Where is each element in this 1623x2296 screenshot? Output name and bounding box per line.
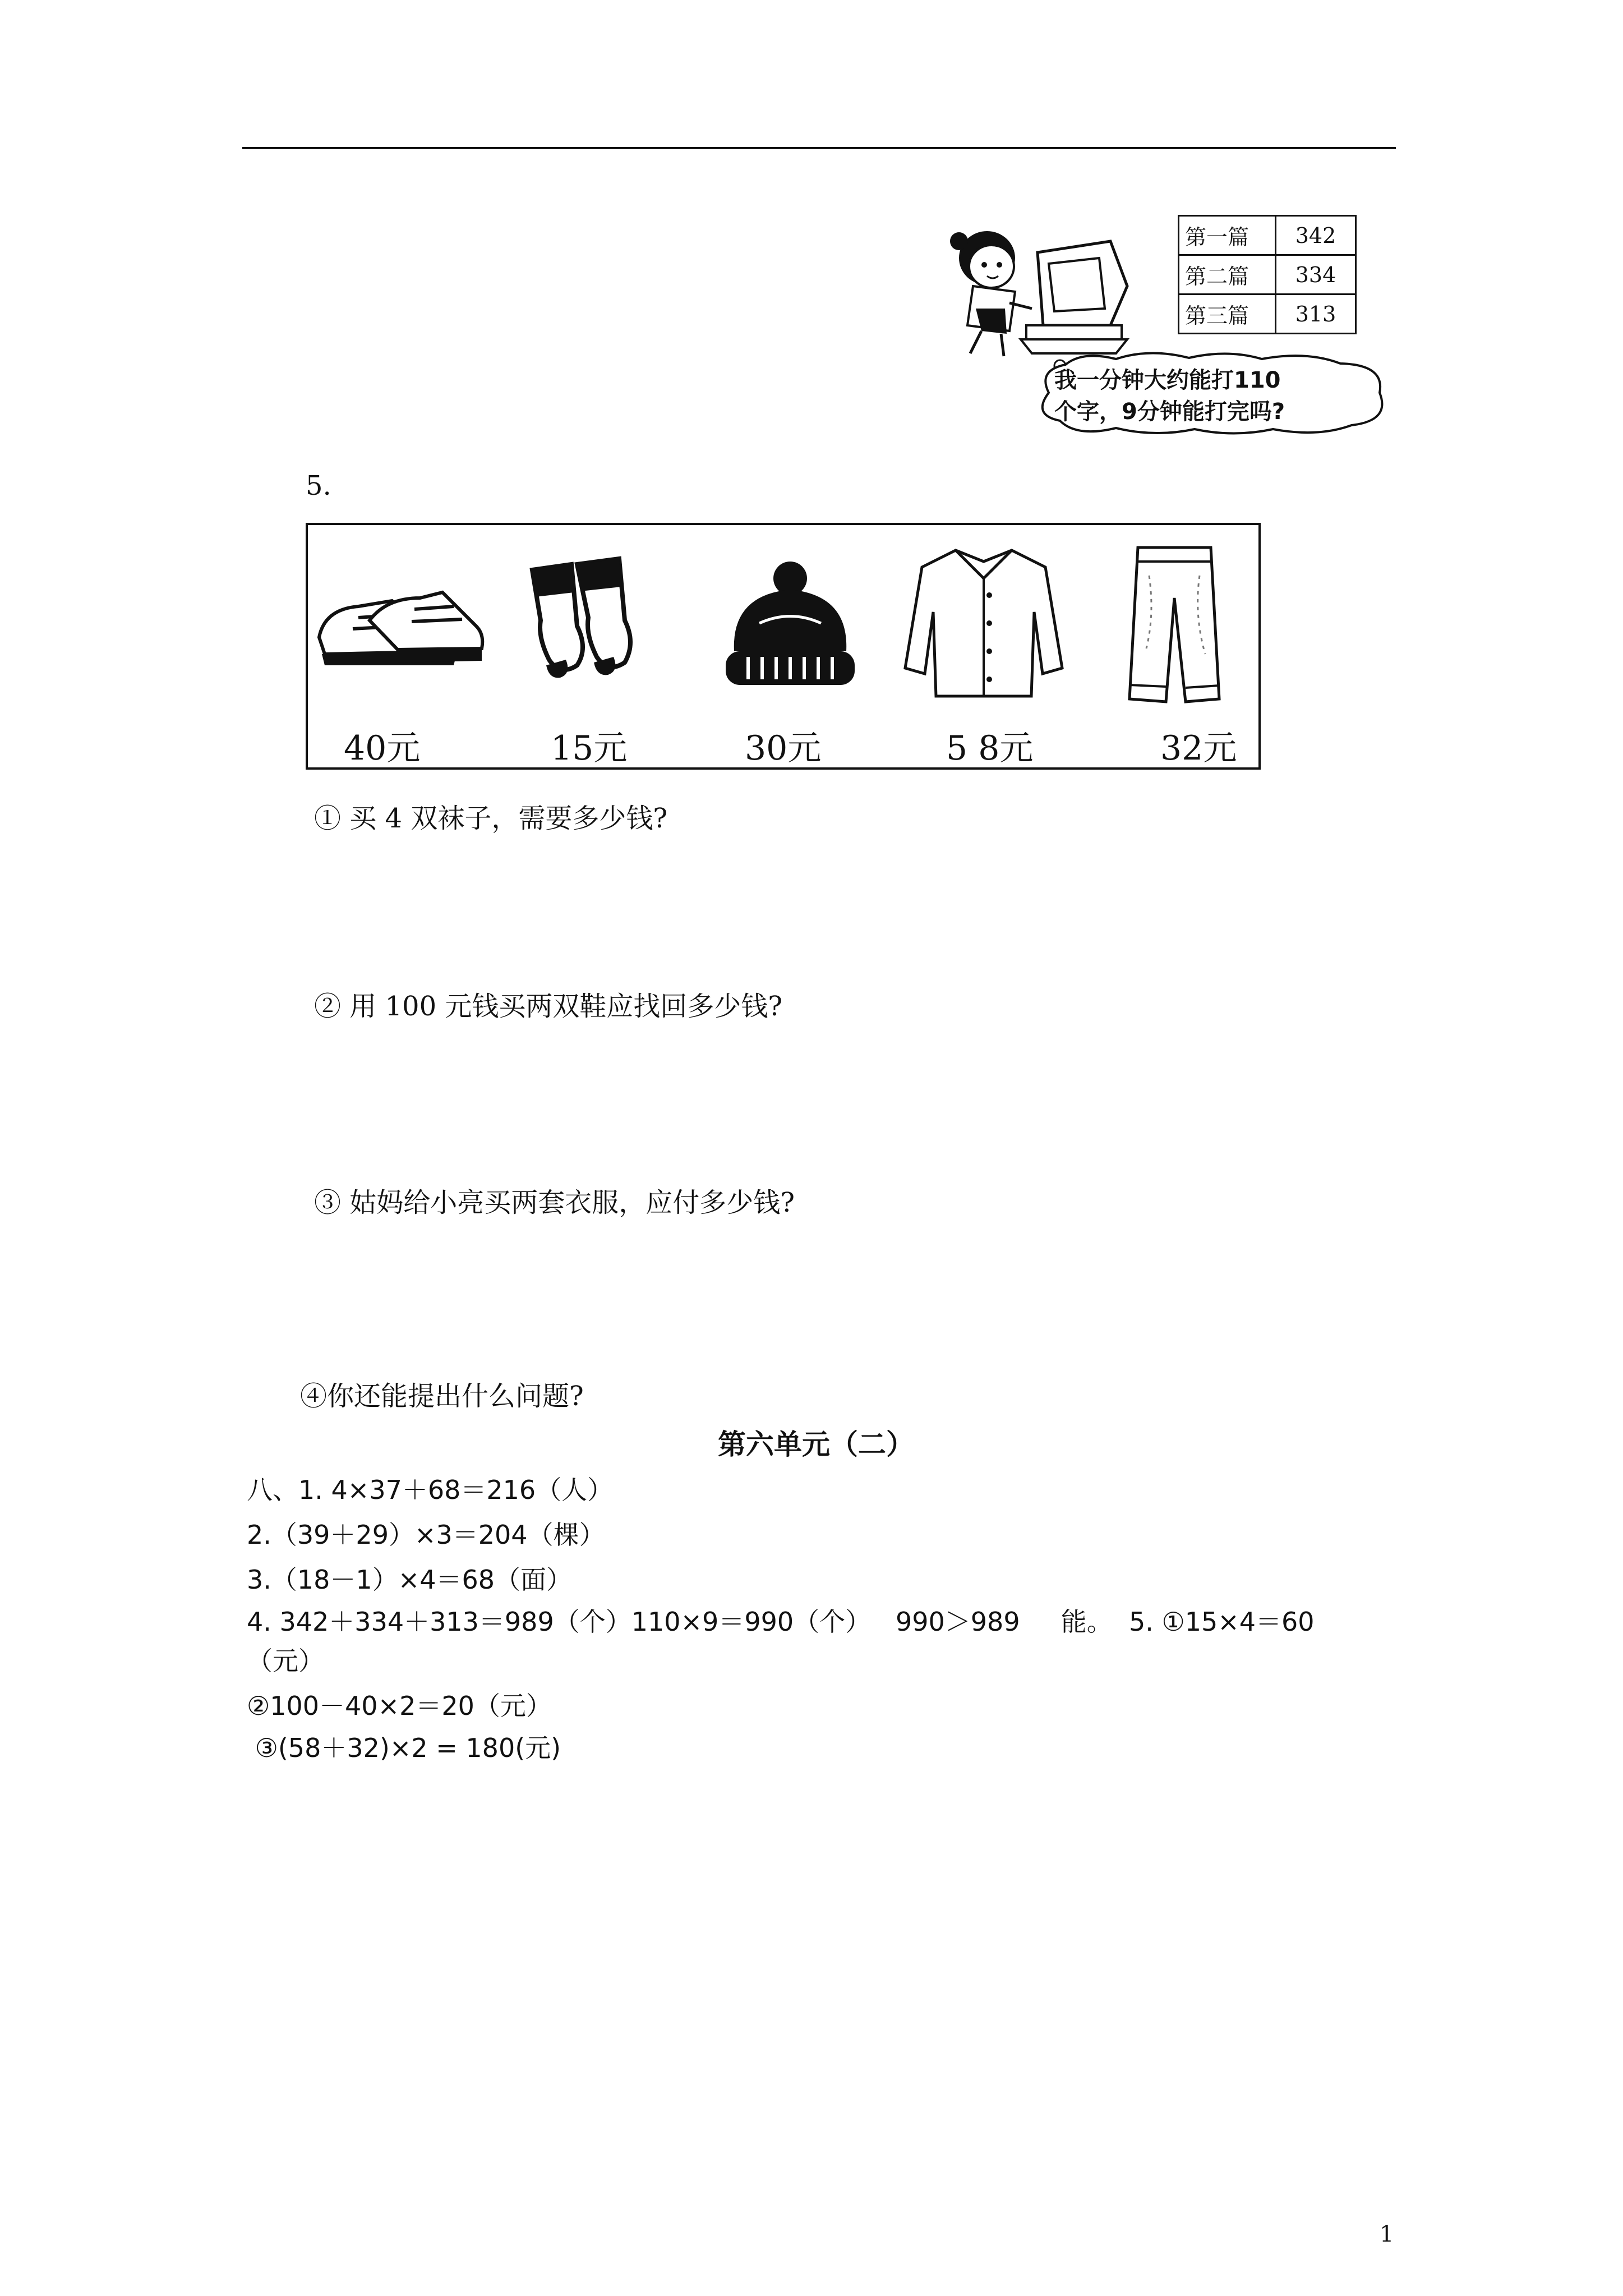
table-row <box>1179 216 1356 255</box>
question-item: ④你还能提出什么问题? <box>300 1381 584 1412</box>
bubble-line: 我一分钟大约能打110 <box>1054 367 1281 393</box>
table-cell-value: 342 <box>1276 216 1356 255</box>
question-number: 5. <box>306 470 331 501</box>
table-cell-label: 第二篇 <box>1179 255 1276 295</box>
table-cell-label: 第三篇 <box>1179 295 1276 334</box>
answer-line: 八、1. 4×37＋68＝216（人） <box>247 1475 614 1505</box>
price-label: 32元 <box>1160 729 1237 768</box>
table-row <box>1179 255 1356 295</box>
table-row <box>1179 295 1356 334</box>
table-cell-value: 334 <box>1276 255 1356 295</box>
socks-icon <box>515 553 656 688</box>
answer-line: 4. 342＋334＋313＝989（个）110×9＝990（个） 990＞989 能。 5. ①15×4＝60 <box>247 1607 1315 1637</box>
hat-icon <box>720 556 860 696</box>
header-rule <box>242 147 1396 149</box>
shop-items-box <box>306 523 1261 770</box>
price-label: 40元 <box>344 729 421 768</box>
table-cell-value: 313 <box>1276 295 1356 334</box>
shirt-icon <box>900 539 1068 707</box>
question-item: ① 买 4 双袜子，需要多少钱? <box>314 803 668 834</box>
answer-line: ②100－40×2＝20（元） <box>247 1691 552 1721</box>
typing-table <box>1178 215 1357 334</box>
answer-line: （元） <box>247 1646 324 1676</box>
pants-icon <box>1115 536 1228 716</box>
answer-line: 2.（39＋29）×3＝204（棵） <box>247 1520 605 1550</box>
question-item: ② 用 100 元钱买两双鞋应找回多少钱? <box>314 991 783 1022</box>
page-number: 1 <box>1380 2221 1394 2247</box>
bubble-line: 个字，9分钟能打完吗? <box>1054 399 1285 425</box>
answer-line: 3.（18－1）×4＝68（面） <box>247 1565 573 1595</box>
speech-bubble-text <box>1054 365 1380 427</box>
table-cell-label: 第一篇 <box>1179 216 1276 255</box>
price-label: 30元 <box>745 729 822 768</box>
price-label: 15元 <box>551 729 628 768</box>
shoes-icon <box>313 576 487 671</box>
question-item: ③ 姑妈给小亮买两套衣服，应付多少钱? <box>314 1187 795 1218</box>
answer-line: ③(58＋32)×2 = 180(元) <box>247 1733 561 1763</box>
answers-title: 第六单元（二） <box>718 1428 914 1461</box>
price-label: 5 8元 <box>946 729 1034 768</box>
